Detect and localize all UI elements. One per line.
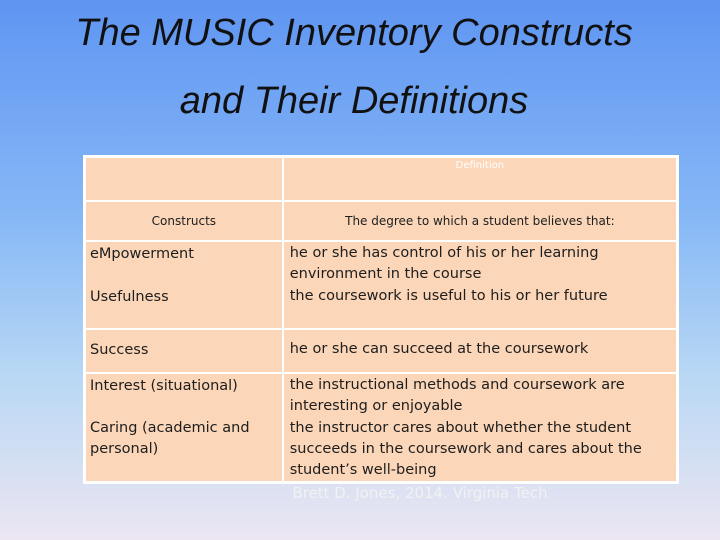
construct-cell	[85, 373, 283, 482]
definition-cell	[283, 241, 677, 329]
construct-label: Success	[90, 342, 149, 358]
header-constructs: Constructs	[85, 201, 283, 241]
construct-label: Interest (situational)	[90, 378, 238, 394]
header-definition: Definition	[283, 157, 677, 201]
table-row	[85, 373, 677, 482]
slide-title-line-1: The MUSIC Inventory Constructs	[75, 12, 633, 54]
definition-text: the instructional methods and coursework are interesting or enjoyable	[289, 377, 625, 414]
table-row	[85, 329, 677, 373]
definition-cell	[283, 329, 677, 373]
construct-label: Usefulness	[90, 289, 169, 305]
construct-label: eMpowerment	[90, 246, 194, 262]
definition-text: the coursework is useful to his or her future	[289, 288, 608, 304]
definition-cell	[283, 373, 677, 482]
construct-cell	[85, 329, 283, 373]
definition-text: he or she has control of his or her learning environment in the course	[289, 245, 599, 282]
footer-citation: Brett D. Jones, 2014. Virginia Tech	[292, 484, 548, 502]
definition-text: he or she can succeed at the coursework	[289, 341, 589, 357]
slide-title-line-2: and Their Definitions	[179, 80, 529, 122]
construct-label: Caring (academic and personal)	[90, 420, 250, 457]
definition-text: the instructor cares about whether the student succeeds in the coursework and cares about the student’s well-being	[289, 420, 642, 478]
table-subheader-row	[85, 201, 677, 241]
header-subtitle: The degree to which a student believes that:	[283, 201, 677, 241]
table-row	[85, 241, 677, 329]
table-header-row	[85, 157, 677, 201]
constructs-table	[83, 155, 679, 484]
construct-cell	[85, 241, 283, 329]
header-empty-cell	[85, 157, 283, 201]
